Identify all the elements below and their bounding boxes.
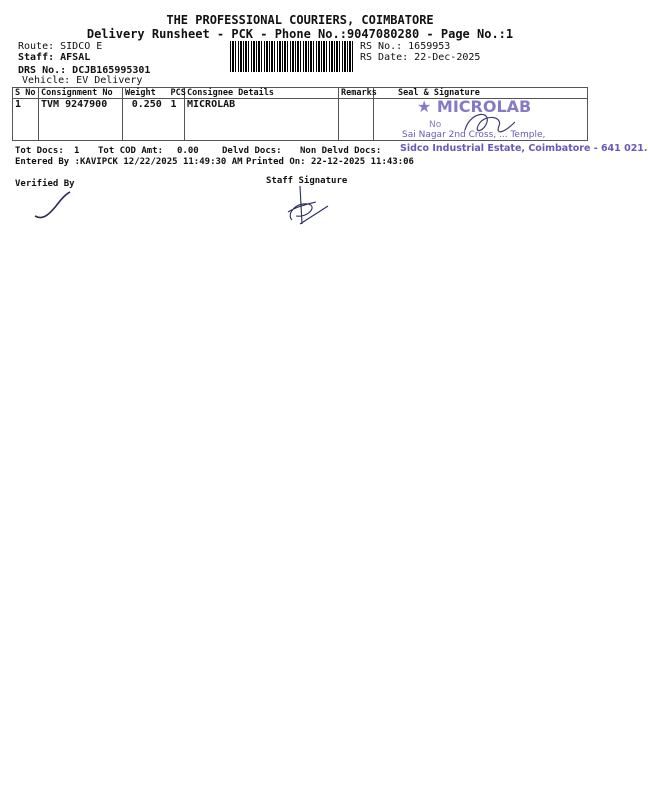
header-weight: Weight <box>123 88 171 99</box>
stamp-address-line2: Sidco Industrial Estate, Coimbatore - 641 021. <box>400 143 648 154</box>
staff-signature-label: Staff Signature <box>266 176 348 186</box>
cell-pcs: 1 <box>171 99 185 141</box>
staff-label: Staff: AFSAL <box>18 52 91 63</box>
verified-by-label: Verified By <box>15 179 75 189</box>
barcode <box>230 41 355 72</box>
tot-docs-value: 1 <box>74 146 80 156</box>
header-consignee: Consignee Details <box>185 88 339 99</box>
cell-remarks <box>339 99 374 141</box>
header-sno: S No <box>13 88 39 99</box>
header-remarks: Remarks <box>339 88 374 99</box>
cell-weight: 0.250 <box>123 99 171 141</box>
svg-text:No: No <box>429 120 442 130</box>
non-delvd-docs-label: Non Delvd Docs: <box>300 146 382 156</box>
cell-consignee: MICROLAB <box>185 99 339 141</box>
runsheet-subtitle: Delivery Runsheet - PCK - Phone No.:9047080280 - Page No.:1 <box>86 27 514 41</box>
verifier-signature <box>30 190 75 222</box>
header-seal: Seal & Signature <box>374 88 588 99</box>
printed-on: Printed On: 22-12-2025 11:43:06 <box>246 157 414 167</box>
tot-cod-label: Tot COD Amt: <box>98 146 164 156</box>
staff-signature <box>278 184 338 226</box>
drs-number: DRS No.: DCJB165995301 <box>18 65 151 76</box>
cell-consignment: TVM 9247900 <box>39 99 123 141</box>
vehicle-label: Vehicle: EV Delivery <box>22 75 143 86</box>
stamp-address-line1: Sai Nagar 2nd Cross, ... Temple, <box>402 130 546 140</box>
header-consignment: Consignment No <box>39 88 123 99</box>
rs-number: RS No.: 1659953 <box>360 41 451 52</box>
header-pcs: PCS <box>170 88 186 98</box>
rs-date: RS Date: 22-Dec-2025 <box>360 52 481 63</box>
entered-by: Entered By :KAVIPCK 12/22/2025 11:49:30 AM <box>15 157 243 167</box>
svg-text:★ MICROLAB: ★ MICROLAB <box>417 97 532 116</box>
route-label: Route: SIDCO E <box>18 41 103 52</box>
company-title: THE PROFESSIONAL COURIERS, COIMBATORE <box>166 13 434 27</box>
delvd-docs-label: Delvd Docs: <box>222 146 282 156</box>
cell-sno: 1 <box>13 99 39 141</box>
tot-cod-value: 0.00 <box>177 146 199 156</box>
tot-docs-label: Tot Docs: <box>15 146 64 156</box>
